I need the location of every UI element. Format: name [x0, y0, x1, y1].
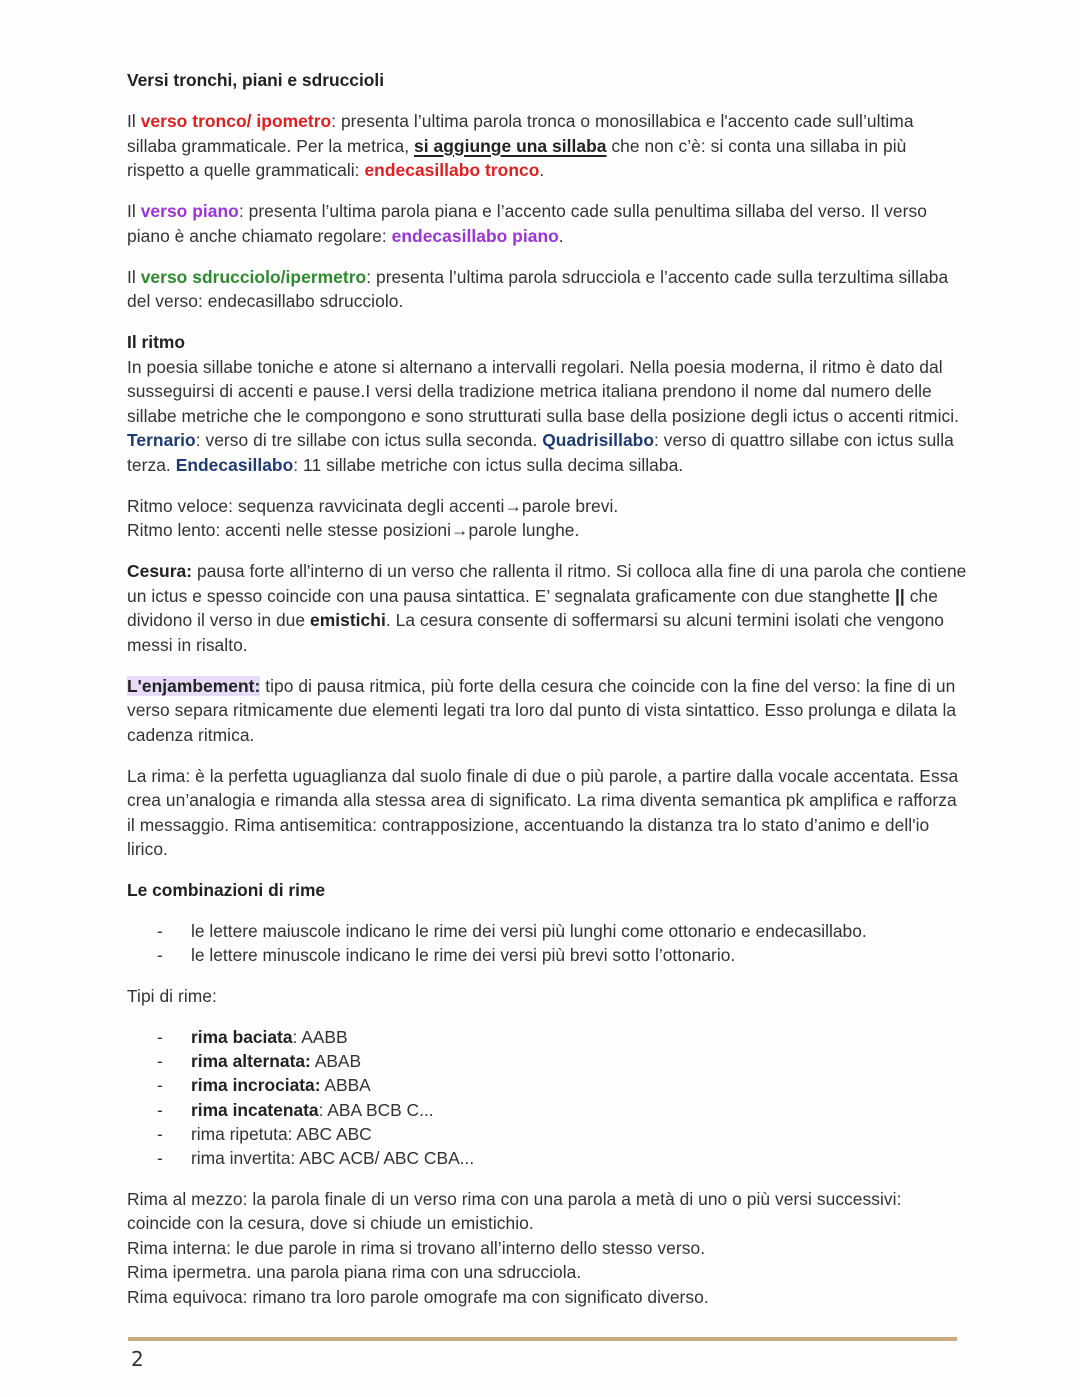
bullet-dash: - — [157, 1051, 163, 1072]
term-verso-piano: verso piano — [140, 201, 239, 221]
term-emistichi: emistichi — [310, 610, 386, 630]
rima-scheme: ABAB — [310, 1051, 362, 1072]
text: : 11 sillabe metriche con ictus sulla decima sillaba. — [293, 454, 684, 475]
list-item — [157, 1025, 967, 1049]
term-endecasillabo: Endecasillabo — [175, 454, 294, 475]
list-tipi-rime — [127, 1025, 967, 1170]
paragraph-enjambement — [127, 674, 967, 748]
paragraph-verso-sdrucciolo — [127, 265, 967, 314]
list-item — [157, 919, 967, 943]
example-endecasillabo-tronco: endecasillabo tronco — [364, 160, 540, 180]
rima-label: rima incrociata: — [191, 1075, 321, 1096]
text: In poesia sillabe toniche e atone si alternano a intervalli regolari. Nella poesia moderna, il ritmo è dato dal susseguirsi di accenti e pause.I versi della tradizione metrica italiana prendono il nome dal numero delle sillabe metriche che le compongono e sono strutturati sulla base della posizione degli ictus o accenti ritmici. — [127, 356, 960, 426]
term-quadrisillabo: Quadrisillabo — [542, 430, 655, 450]
page-number: 2 — [131, 1347, 144, 1371]
text: che dividono il verso in due — [127, 585, 938, 630]
paragraph-rima: La rima: è la perfetta uguaglianza dal suolo finale di due o più parole, a partire dalla vocale accentata. Essa crea un’analogia e rimanda alla stessa area di significato. La rima diventa semantica pk amplifica e rafforza il messaggio. Rima antisemitica: contrapposizione, accentuando la distanza tra lo stato d’animo e dell'io lirico. — [127, 765, 959, 859]
text: . La cesura consente di soffermarsi su alcuni termini isolati che vengono messi in risalto. — [127, 610, 945, 655]
rima-scheme: : ABA BCB C... — [318, 1099, 434, 1120]
rima-al-mezzo: Rima al mezzo: la parola finale di un verso rima con una parola a metà di uno o più versi successivi: coincide con la cesura, dove si chiude un emistichio. — [127, 1188, 902, 1234]
rima-equivoca: Rima equivoca: rimano tra loro parole omografe ma con significato diverso. — [127, 1286, 709, 1307]
term-cesura: Cesura: — [127, 561, 193, 581]
list-item-text: le lettere maiuscole indicano le rime dei versi più lunghi come ottonario e endecasillabo. — [191, 921, 867, 941]
cesura-bars: || — [895, 585, 905, 606]
rima-scheme: : AABB — [292, 1026, 348, 1047]
bullet-dash: - — [157, 921, 163, 941]
text: Il — [127, 111, 141, 131]
paragraph-ritmo-tipi — [127, 494, 967, 543]
paragraph-altre-rime — [127, 1187, 967, 1310]
bullet-dash: - — [157, 1147, 163, 1168]
ritmo-veloce: Ritmo veloce: sequenza ravvicinata degli accenti→parole brevi. — [127, 495, 619, 516]
term-ternario: Ternario — [127, 430, 196, 450]
list-item — [157, 1073, 967, 1097]
list-combinazioni — [127, 919, 967, 967]
list-item — [157, 1049, 967, 1073]
tipi-di-rime-intro: Tipi di rime: — [127, 985, 217, 1006]
paragraph-cesura — [127, 559, 967, 657]
section-title: Versi tronchi, piani e sdruccioli — [127, 70, 385, 90]
text: pausa forte all'interno di un verso che rallenta il ritmo. Si colloca alla fine di una parola che contiene un ictus e spesso coincide con una pausa sintattica. E’ segnalata graficamente con due stanghette — [127, 561, 967, 606]
bullet-dash: - — [157, 1099, 163, 1120]
emphasis-underlined: si aggiunge una sillaba — [414, 135, 607, 156]
text: che non c’è: si conta una sillaba in più rispetto a quelle grammaticali: — [127, 135, 907, 180]
text: : verso di tre sillabe con ictus sulla seconda. — [195, 430, 543, 450]
paragraph-ritmo — [127, 355, 967, 478]
rima-scheme: rima invertita: ABC ACB/ ABC CBA... — [191, 1147, 475, 1168]
example-endecasillabo-piano: endecasillabo piano — [391, 225, 559, 246]
term-enjambement: L'enjambement: — [127, 675, 261, 696]
text: Il — [127, 201, 141, 221]
rima-label: rima incatenata — [191, 1099, 319, 1120]
text: Il — [127, 266, 141, 287]
paragraph-verso-tronco — [127, 109, 967, 183]
list-item-text: le lettere minuscole indicano le rime dei versi più brevi sotto l’ottonario. — [191, 945, 736, 966]
text: . — [558, 225, 564, 246]
bullet-dash: - — [157, 945, 163, 966]
text: tipo di pausa ritmica, più forte della cesura che coincide con la fine del verso: la fine di un verso separa ritmicamente due elementi legati tra loro dal punto di vista sintattico. Esso prolunga e dilata la cadenza ritmica. — [127, 675, 957, 745]
document-page — [127, 68, 967, 1326]
text: : presenta l’ultima parola piana e l’accento cade sulla penultima sillaba del verso. Il verso piano è anche chiamato regolare: — [127, 201, 927, 246]
text: : presenta l’ultima parola sdrucciola e l’accento cade sulla terzultima sillaba del verso: endecasillabo sdrucciolo. — [127, 266, 949, 311]
bullet-dash: - — [157, 1075, 163, 1096]
rima-scheme: rima ripetuta: ABC ABC — [191, 1123, 372, 1144]
list-item — [157, 1098, 967, 1122]
rima-label: rima alternata: — [191, 1051, 311, 1072]
rima-interna: Rima interna: le due parole in rima si trovano all’interno dello stesso verso. — [127, 1237, 706, 1258]
bullet-dash: - — [157, 1123, 163, 1144]
ritmo-lento: Ritmo lento: accenti nelle stesse posizioni→parole lunghe. — [127, 520, 580, 540]
term-verso-tronco: verso tronco/ ipometro — [140, 111, 332, 131]
rima-ipermetra: Rima ipermetra. una parola piana rima con una sdrucciola. — [127, 1262, 582, 1283]
rima-scheme: ABBA — [320, 1075, 371, 1096]
text: : presenta l’ultima parola tronca o monosillabica e l'accento cade sull’ultima sillaba grammaticale. Per la metrica, — [127, 111, 914, 156]
list-item — [157, 943, 967, 967]
text: . — [539, 160, 545, 180]
list-item — [157, 1122, 967, 1146]
bullet-dash: - — [157, 1026, 163, 1047]
list-item — [157, 1146, 967, 1170]
footer-rule — [128, 1337, 957, 1341]
text: : verso di quattro sillabe con ictus sulla terza. — [127, 430, 954, 475]
heading-ritmo: Il ritmo — [127, 332, 185, 352]
heading-combinazioni: Le combinazioni di rime — [127, 880, 326, 900]
paragraph-verso-piano — [127, 199, 967, 248]
term-verso-sdrucciolo: verso sdrucciolo/ipermetro — [140, 266, 367, 287]
rima-label: rima baciata — [191, 1026, 293, 1047]
